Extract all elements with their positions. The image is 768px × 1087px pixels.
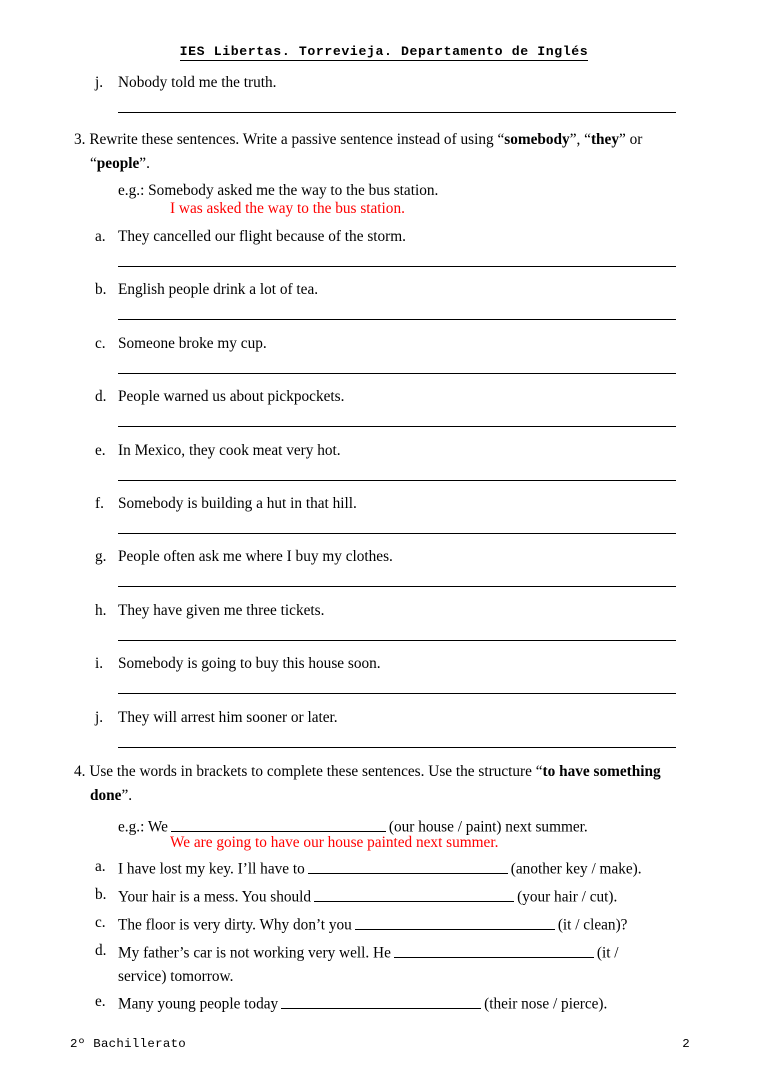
answer-blank[interactable] (281, 993, 481, 1009)
list-item-marker: d. (95, 942, 107, 959)
list-item (0, 993, 768, 1013)
question-4-text-a: Use the words in brackets to complete these sentences. Use the structure “ (89, 763, 543, 780)
list-item (0, 602, 768, 620)
list-item-marker: j. (95, 74, 104, 91)
list-item-text: Nobody told me the truth. (118, 74, 277, 91)
question-3-example-answer: I was asked the way to the bus station. (170, 200, 405, 217)
list-item (0, 655, 768, 673)
list-item (0, 335, 768, 353)
list-item (0, 281, 768, 299)
list-item-marker: j. (95, 708, 104, 726)
answer-line[interactable] (118, 533, 676, 534)
list-item-text: They have given me three tickets. (118, 601, 325, 619)
list-item (0, 914, 768, 934)
question-3-bold-somebody: somebody (504, 131, 570, 148)
question-3-prompt (74, 128, 768, 175)
list-item-marker: a. (95, 858, 106, 875)
list-item-marker: d. (95, 388, 107, 406)
list-item-marker: b. (95, 886, 107, 903)
list-item-marker: g. (95, 548, 107, 566)
list-item (0, 228, 768, 246)
question-3-bold-people: people (96, 154, 140, 172)
question-4-bold-line2: done (90, 786, 122, 804)
sentence-before-blank: Your hair is a mess. You should (118, 888, 312, 906)
list-item (0, 388, 768, 406)
list-item-marker: e. (95, 993, 106, 1010)
sentence-after-blank: (it / (596, 944, 619, 962)
question-4-bold-line1: to have something (542, 763, 661, 780)
sentence-after-blank: (your hair / cut). (517, 888, 618, 906)
question-3-text-c: ” or (619, 131, 643, 148)
list-item-text (118, 886, 617, 906)
answer-line[interactable] (118, 266, 676, 267)
list-item-text: Somebody is going to buy this house soon. (118, 655, 381, 673)
question-3-text-b: ”, “ (569, 131, 591, 148)
question-4-example-answer: We are going to have our house painted next summer. (170, 834, 499, 851)
footer-course-label: 2º Bachillerato (70, 1037, 187, 1051)
answer-line[interactable] (118, 319, 676, 320)
list-item-text: People warned us about pickpockets. (118, 388, 345, 406)
question-3-prompt-line2 (90, 152, 768, 176)
list-item (0, 709, 768, 727)
list-item (0, 495, 768, 513)
list-item (0, 74, 768, 92)
list-item-marker: e. (95, 441, 106, 459)
quote-open: “ (90, 154, 97, 172)
example-label: e.g.: (118, 818, 148, 836)
list-item (0, 942, 768, 962)
question-3-bold-they: they (590, 131, 619, 148)
answer-blank[interactable] (314, 886, 514, 902)
list-item (0, 886, 768, 906)
example-before: We (147, 818, 168, 836)
list-item-text: Somebody is building a hut in that hill. (118, 495, 357, 512)
sentence-after-blank: (it / clean)? (557, 916, 628, 934)
answer-blank[interactable] (308, 858, 508, 874)
sentence-before-blank: The floor is very dirty. Why don’t you (118, 916, 352, 934)
question-3-example (118, 182, 768, 200)
answer-line[interactable] (118, 112, 676, 113)
answer-line[interactable] (118, 640, 676, 641)
list-item-marker: i. (95, 655, 104, 673)
quote-close: ”. (139, 154, 150, 172)
header-title: IES Libertas. Torrevieja. Departamento de Inglés (179, 44, 589, 59)
answer-blank[interactable] (355, 914, 555, 930)
question-4-prompt-line2 (90, 784, 768, 808)
footer-page-number: 2 (682, 1037, 690, 1051)
list-item-text: They cancelled our flight because of the storm. (118, 228, 406, 245)
list-item-text: English people drink a lot of tea. (118, 281, 319, 299)
list-item-text: In Mexico, they cook meat very hot. (118, 441, 341, 459)
sentence-after-blank: (another key / make). (510, 860, 642, 878)
question-3-number: 3. (74, 131, 86, 148)
list-item-marker: b. (95, 281, 107, 299)
answer-line[interactable] (118, 747, 676, 748)
list-item-continuation (0, 968, 768, 986)
question-4-quote-close: ”. (121, 786, 133, 804)
example-label: e.g.: (118, 182, 149, 199)
example-sentence: Somebody asked me the way to the bus station. (148, 182, 439, 199)
sentence-before-blank: Many young people today (118, 995, 279, 1013)
sentence-before-blank: I have lost my key. I’ll have to (118, 860, 305, 878)
list-item-marker: c. (95, 914, 106, 931)
list-item (0, 858, 768, 878)
list-item-marker: a. (95, 228, 106, 245)
question-3-text-a: Rewrite these sentences. Write a passive sentence instead of using “ (89, 131, 505, 148)
sentence-continuation-text: service) tomorrow. (118, 968, 234, 985)
answer-line[interactable] (118, 693, 676, 694)
list-item (0, 442, 768, 460)
list-item-marker: h. (95, 601, 107, 619)
list-item-text (118, 858, 642, 878)
example-blank[interactable] (171, 816, 386, 832)
answer-line[interactable] (118, 586, 676, 587)
list-item-text (118, 942, 619, 962)
list-item-text (118, 993, 607, 1013)
sentence-before-blank: My father’s car is not working very well. He (118, 944, 391, 962)
answer-blank[interactable] (394, 942, 594, 958)
example-after: (our house / paint) next summer. (388, 818, 588, 836)
answer-line[interactable] (118, 480, 676, 481)
list-item-marker: c. (95, 334, 106, 352)
document-header (0, 44, 768, 61)
list-item-text (118, 914, 627, 934)
list-item-text: They will arrest him sooner or later. (118, 708, 338, 726)
answer-line[interactable] (118, 426, 676, 427)
list-item-marker: f. (95, 495, 104, 512)
question-4-prompt (74, 760, 768, 807)
sentence-after-blank: (their nose / pierce). (484, 995, 608, 1013)
question-4-number: 4. (74, 763, 86, 780)
answer-line[interactable] (118, 373, 676, 374)
list-item-text: Someone broke my cup. (118, 334, 267, 352)
list-item (0, 548, 768, 566)
list-item-text: People often ask me where I buy my clothes. (118, 548, 393, 566)
